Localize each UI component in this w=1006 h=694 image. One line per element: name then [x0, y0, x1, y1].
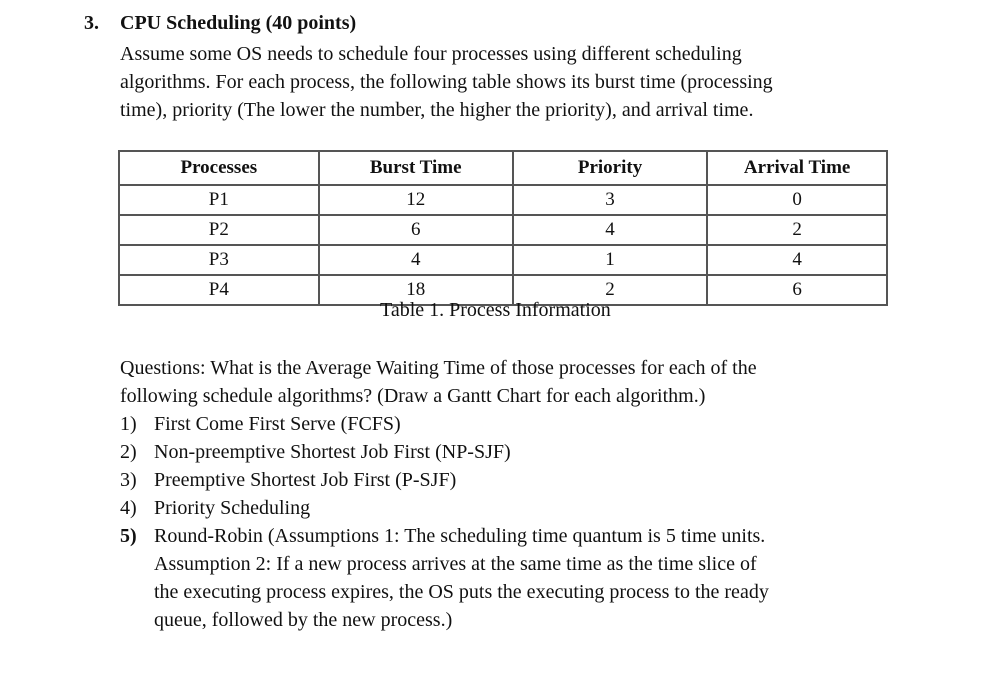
intro-line: time), priority (The lower the number, the higher the priority), and arrival time.	[120, 99, 754, 121]
cell-burst-time: 6	[319, 215, 513, 245]
list-item	[120, 466, 980, 494]
cell-arrival-time: 0	[707, 185, 887, 215]
cell-arrival-time: 4	[707, 245, 887, 275]
question-title: CPU Scheduling (40 points)	[120, 12, 357, 34]
questions-paragraph	[120, 354, 980, 410]
cell-arrival-time: 2	[707, 215, 887, 245]
cell-priority: 2	[513, 275, 708, 305]
cell-priority: 1	[513, 245, 708, 275]
questions-line: Questions: What is the Average Waiting Time of those processes for each of the	[120, 357, 757, 379]
list-item	[120, 522, 980, 634]
list-item-text: the executing process expires, the OS puts the executing process to the ready	[154, 581, 769, 603]
intro-paragraph	[120, 40, 940, 124]
question-number: 3.	[84, 12, 99, 34]
list-item	[120, 410, 980, 438]
process-table	[118, 150, 888, 306]
table-row	[119, 185, 887, 215]
list-item-text: Assumption 2: If a new process arrives at the same time as the time slice of	[154, 553, 757, 575]
list-item-text: First Come First Serve (FCFS)	[154, 413, 401, 435]
cell-burst-time: 4	[319, 245, 513, 275]
list-item-number: 2)	[120, 441, 137, 463]
algorithm-list	[120, 410, 980, 634]
cell-priority: 3	[513, 185, 708, 215]
table-row	[119, 215, 887, 245]
cell-burst-time: 18	[319, 275, 513, 305]
cell-process: P1	[119, 185, 319, 215]
list-item-number: 4)	[120, 497, 137, 519]
list-item-text: Preemptive Shortest Job First (P-SJF)	[154, 469, 457, 491]
header-arrival-time: Arrival Time	[707, 151, 887, 185]
cell-process: P2	[119, 215, 319, 245]
header-burst-time: Burst Time	[319, 151, 513, 185]
list-item-text: queue, followed by the new process.)	[154, 609, 453, 631]
intro-line: Assume some OS needs to schedule four processes using different scheduling	[120, 43, 742, 65]
table-row	[119, 245, 887, 275]
cell-process: P4	[119, 275, 319, 305]
list-item	[120, 438, 980, 466]
table-caption: Table 1. Process Information	[380, 299, 611, 321]
table-header-row	[119, 151, 887, 185]
list-item-number: 3)	[120, 469, 137, 491]
list-item-number: 5)	[120, 525, 137, 547]
list-item-text: Priority Scheduling	[154, 497, 311, 519]
intro-line: algorithms. For each process, the following table shows its burst time (processing	[120, 71, 773, 93]
cell-burst-time: 12	[319, 185, 513, 215]
cell-priority: 4	[513, 215, 708, 245]
cell-process: P3	[119, 245, 319, 275]
cell-arrival-time: 6	[707, 275, 887, 305]
list-item-text: Round-Robin (Assumptions 1: The scheduling time quantum is 5 time units.	[154, 525, 766, 547]
list-item-text: Non-preemptive Shortest Job First (NP-SJF)	[154, 441, 511, 463]
header-processes: Processes	[119, 151, 319, 185]
list-item-number: 1)	[120, 413, 137, 435]
list-item	[120, 494, 980, 522]
header-priority: Priority	[513, 151, 708, 185]
questions-line: following schedule algorithms? (Draw a Gantt Chart for each algorithm.)	[120, 385, 706, 407]
